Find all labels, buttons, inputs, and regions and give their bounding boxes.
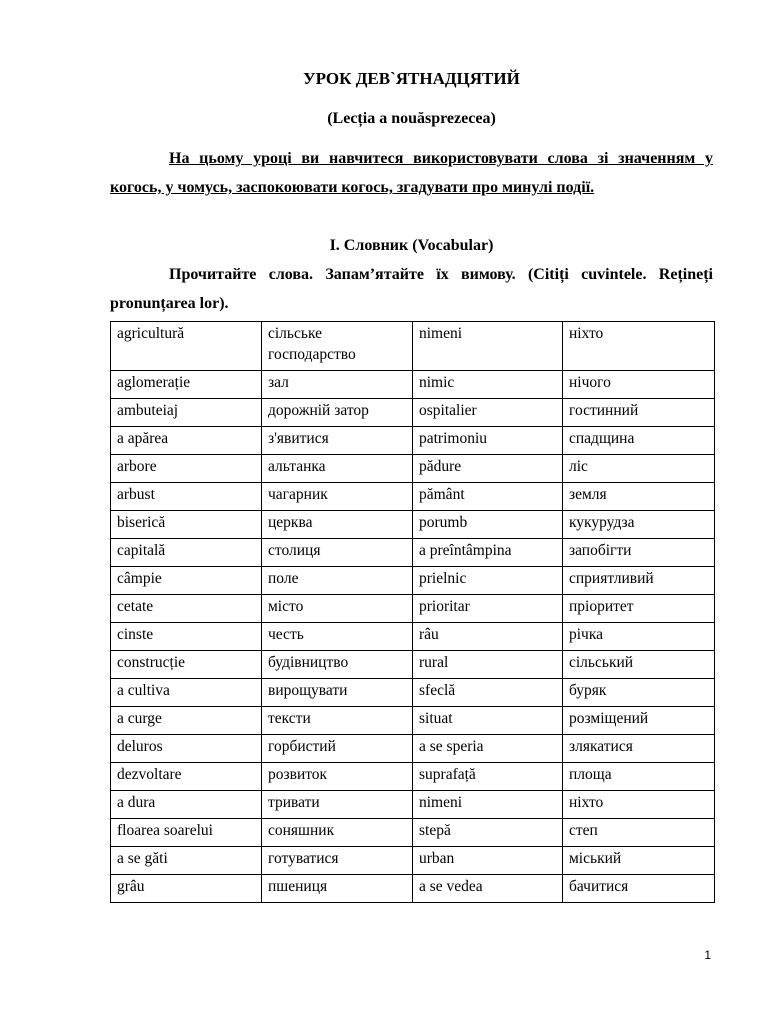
- romanian-word-cell: arbore: [111, 455, 262, 483]
- ukrainian-translation-cell: степ: [563, 819, 715, 847]
- table-row: [111, 595, 715, 623]
- ukrainian-translation-cell: спадщина: [563, 427, 715, 455]
- lesson-intro: На цьому уроці ви навчитеся використовувати слова зі значенням у когось, у чомусь, заспокоювати когось, згадувати про минулі події.: [110, 150, 713, 196]
- romanian-word-cell: prioritar: [413, 595, 563, 623]
- ukrainian-translation-cell: гостинний: [563, 399, 715, 427]
- table-row: [111, 735, 715, 763]
- ukrainian-translation-cell: земля: [563, 483, 715, 511]
- ukrainian-translation-cell: ліс: [563, 455, 715, 483]
- romanian-word-cell: a dura: [111, 791, 262, 819]
- romanian-word-cell: urban: [413, 847, 563, 875]
- ukrainian-translation-cell: міський: [563, 847, 715, 875]
- instruction-text: Прочитайте слова. Запам’ятайте їх вимову. (Citiți cuvintele. Rețineți pronunțarea lor).: [110, 266, 713, 312]
- romanian-word-cell: deluros: [111, 735, 262, 763]
- table-row: [111, 623, 715, 651]
- romanian-word-cell: pământ: [413, 483, 563, 511]
- ukrainian-translation-cell: річка: [563, 623, 715, 651]
- romanian-word-cell: a se speria: [413, 735, 563, 763]
- romanian-word-cell: porumb: [413, 511, 563, 539]
- romanian-word-cell: a cultiva: [111, 679, 262, 707]
- romanian-word-cell: nimic: [413, 371, 563, 399]
- romanian-word-cell: a se vedea: [413, 875, 563, 903]
- ukrainian-translation-cell: вирощувати: [262, 679, 413, 707]
- romanian-word-cell: situat: [413, 707, 563, 735]
- romanian-word-cell: suprafață: [413, 763, 563, 791]
- romanian-word-cell: pădure: [413, 455, 563, 483]
- lesson-title: УРОК ДЕВ`ЯТНАДЦЯТИЙ: [303, 69, 520, 88]
- table-row: [111, 763, 715, 791]
- table-row: [111, 371, 715, 399]
- ukrainian-translation-cell: ніхто: [563, 322, 715, 371]
- table-row: [111, 427, 715, 455]
- ukrainian-translation-cell: столиця: [262, 539, 413, 567]
- romanian-word-cell: construcție: [111, 651, 262, 679]
- table-row: [111, 847, 715, 875]
- table-row: [111, 819, 715, 847]
- romanian-word-cell: rural: [413, 651, 563, 679]
- ukrainian-translation-cell: поле: [262, 567, 413, 595]
- ukrainian-translation-cell: соняшник: [262, 819, 413, 847]
- ukrainian-translation-cell: розміщений: [563, 707, 715, 735]
- ukrainian-translation-cell: будівництво: [262, 651, 413, 679]
- table-row: [111, 455, 715, 483]
- romanian-word-cell: dezvoltare: [111, 763, 262, 791]
- table-row: [111, 567, 715, 595]
- ukrainian-translation-cell: бачитися: [563, 875, 715, 903]
- romanian-word-cell: a preîntâmpina: [413, 539, 563, 567]
- table-row: [111, 399, 715, 427]
- romanian-word-cell: stepă: [413, 819, 563, 847]
- romanian-word-cell: arbust: [111, 483, 262, 511]
- document-page: [110, 64, 713, 903]
- romanian-word-cell: sfeclă: [413, 679, 563, 707]
- romanian-word-cell: biserică: [111, 511, 262, 539]
- ukrainian-translation-cell: сільське господарство: [262, 322, 413, 371]
- romanian-word-cell: ambuteiaj: [111, 399, 262, 427]
- romanian-word-cell: ospitalier: [413, 399, 563, 427]
- romanian-word-cell: aglomerație: [111, 371, 262, 399]
- table-row: [111, 539, 715, 567]
- ukrainian-translation-cell: тексти: [262, 707, 413, 735]
- table-row: [111, 511, 715, 539]
- ukrainian-translation-cell: сільський: [563, 651, 715, 679]
- ukrainian-translation-cell: ніхто: [563, 791, 715, 819]
- romanian-word-cell: floarea soarelui: [111, 819, 262, 847]
- romanian-word-cell: nimeni: [413, 322, 563, 371]
- ukrainian-translation-cell: церква: [262, 511, 413, 539]
- ukrainian-translation-cell: площа: [563, 763, 715, 791]
- table-row: [111, 651, 715, 679]
- ukrainian-translation-cell: злякатися: [563, 735, 715, 763]
- romanian-word-cell: nimeni: [413, 791, 563, 819]
- ukrainian-translation-cell: чагарник: [262, 483, 413, 511]
- ukrainian-translation-cell: альтанка: [262, 455, 413, 483]
- ukrainian-translation-cell: сприятливий: [563, 567, 715, 595]
- table-row: [111, 875, 715, 903]
- table-row: [111, 791, 715, 819]
- ukrainian-translation-cell: нічого: [563, 371, 715, 399]
- romanian-word-cell: a apărea: [111, 427, 262, 455]
- page-number: 1: [704, 948, 711, 962]
- romanian-word-cell: prielnic: [413, 567, 563, 595]
- section-heading: I. Словник (Vocabular): [329, 237, 494, 254]
- ukrainian-translation-cell: розвиток: [262, 763, 413, 791]
- romanian-word-cell: cetate: [111, 595, 262, 623]
- table-row: [111, 483, 715, 511]
- vocabulary-table: [110, 321, 715, 903]
- ukrainian-translation-cell: з'явитися: [262, 427, 413, 455]
- ukrainian-translation-cell: горбистий: [262, 735, 413, 763]
- romanian-word-cell: patrimoniu: [413, 427, 563, 455]
- romanian-word-cell: grâu: [111, 875, 262, 903]
- romanian-word-cell: râu: [413, 623, 563, 651]
- lesson-subtitle: (Lecția a nouăsprezecea): [327, 110, 496, 127]
- ukrainian-translation-cell: запобігти: [563, 539, 715, 567]
- ukrainian-translation-cell: честь: [262, 623, 413, 651]
- ukrainian-translation-cell: кукурудза: [563, 511, 715, 539]
- romanian-word-cell: a se găti: [111, 847, 262, 875]
- ukrainian-translation-cell: дорожній затор: [262, 399, 413, 427]
- romanian-word-cell: capitală: [111, 539, 262, 567]
- ukrainian-translation-cell: готуватися: [262, 847, 413, 875]
- ukrainian-translation-cell: місто: [262, 595, 413, 623]
- romanian-word-cell: câmpie: [111, 567, 262, 595]
- table-row: [111, 707, 715, 735]
- ukrainian-translation-cell: тривати: [262, 791, 413, 819]
- ukrainian-translation-cell: пріоритет: [563, 595, 715, 623]
- romanian-word-cell: a curge: [111, 707, 262, 735]
- ukrainian-translation-cell: пшениця: [262, 875, 413, 903]
- romanian-word-cell: cinste: [111, 623, 262, 651]
- ukrainian-translation-cell: зал: [262, 371, 413, 399]
- table-row: [111, 322, 715, 371]
- table-row: [111, 679, 715, 707]
- ukrainian-translation-cell: буряк: [563, 679, 715, 707]
- romanian-word-cell: agricultură: [111, 322, 262, 371]
